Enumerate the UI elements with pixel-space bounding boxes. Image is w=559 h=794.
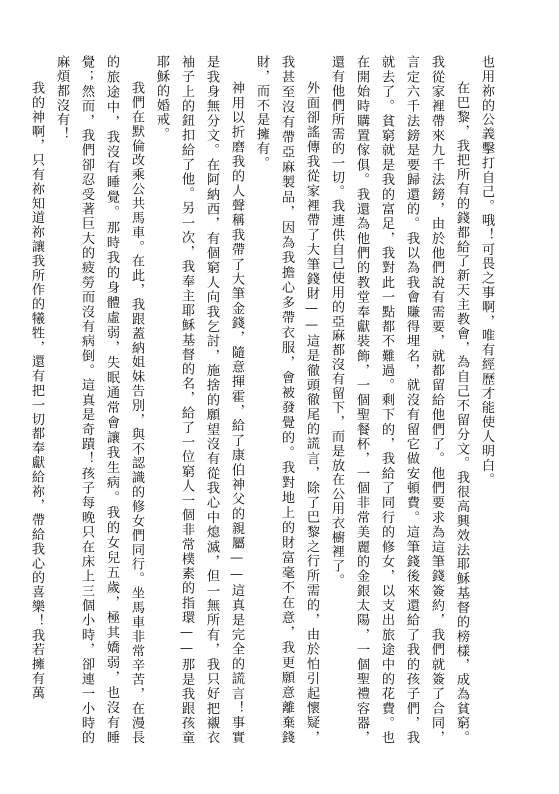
paragraph-5: 我們在默倫改乘公共馬車。在此，我跟蓋納姐妹告別，與不認識的修女們同行。坐馬車非常辛苦，在漫長的旅途中，我沒有睡覺。那時我的身體虛弱，失眠通常會讓我生病。我的女兒五歲，極其嬌弱，也沒有睡覺；然而，我們卻忍受著巨大的疲勞而沒有病倒。這真是奇蹟！孩子每晚只在床上三個小時，卻連一小時的麻煩都沒有！ <box>54 55 144 745</box>
body-text <box>24 55 499 745</box>
paragraph-3: 外面卻謠傳我從家裡帶了大筆錢財——這是徹頭徹尾的謊言，除了巴黎之行所需的，由於怕引起懷疑，我甚至沒有帶亞麻製品，因為我擔心多帶衣服，會被發覺的。我對地上的財富毫不在意，我更願意離棄錢財，而不是擁有。 <box>254 55 319 745</box>
paragraph-2: 在巴黎，我把所有的錢都給了新天主教會，為自己不留分文。我很高興效法耶穌基督的榜樣，成為貧窮。我從家裡帶來九千法鎊，由於他們說有需要，就都留給他們了。他們要求為這筆錢簽約，我們就簽了合同，言定六千法鎊是要歸還的。我以為我會賺得埋名，就沒有留它做安頓費。這筆錢後來還給了我的孩子們，我就去了。貧窮就是我的富足，我對此一點都不難過。剩下的，我給了同行的修女，以支出旅途中的花費。也在開始時購置傢俱。我還為他們的教堂奉獻裝飾，一個聖餐杯，一個非常美麗的金銀太陽，一個聖禮容器，還有他們所需的一切。我連供自己使用的亞麻都沒有留下，而是放在公用衣櫥裡了。 <box>329 55 469 745</box>
paragraph-1: 也用祢的公義擊打自己。哦！可畏之事啊，唯有經歷才能使人明白。 <box>479 55 494 487</box>
paragraph-4: 神用以折磨我的人聲稱我帶了大筆金錢，隨意揮霍，給了康伯神父的親屬——這真是完全的謊言！事實是我身無分文。在阿納西，有個窮人向我乞討，施捨的願望沒有從我心中熄滅，但一無所有，我只好把襯衣袖子上的鈕扣給了他。另一次，我奉主耶穌基督的名，給了一位窮人一個非常樸素的指環——那是我跟孩童耶穌的婚戒。 <box>154 55 244 745</box>
paragraph-6: 我的神啊，只有祢知道祢讓我所作的犧牲，還有把一切都奉獻給祢，帶給我心的喜樂！我若擁有萬 <box>29 81 44 701</box>
